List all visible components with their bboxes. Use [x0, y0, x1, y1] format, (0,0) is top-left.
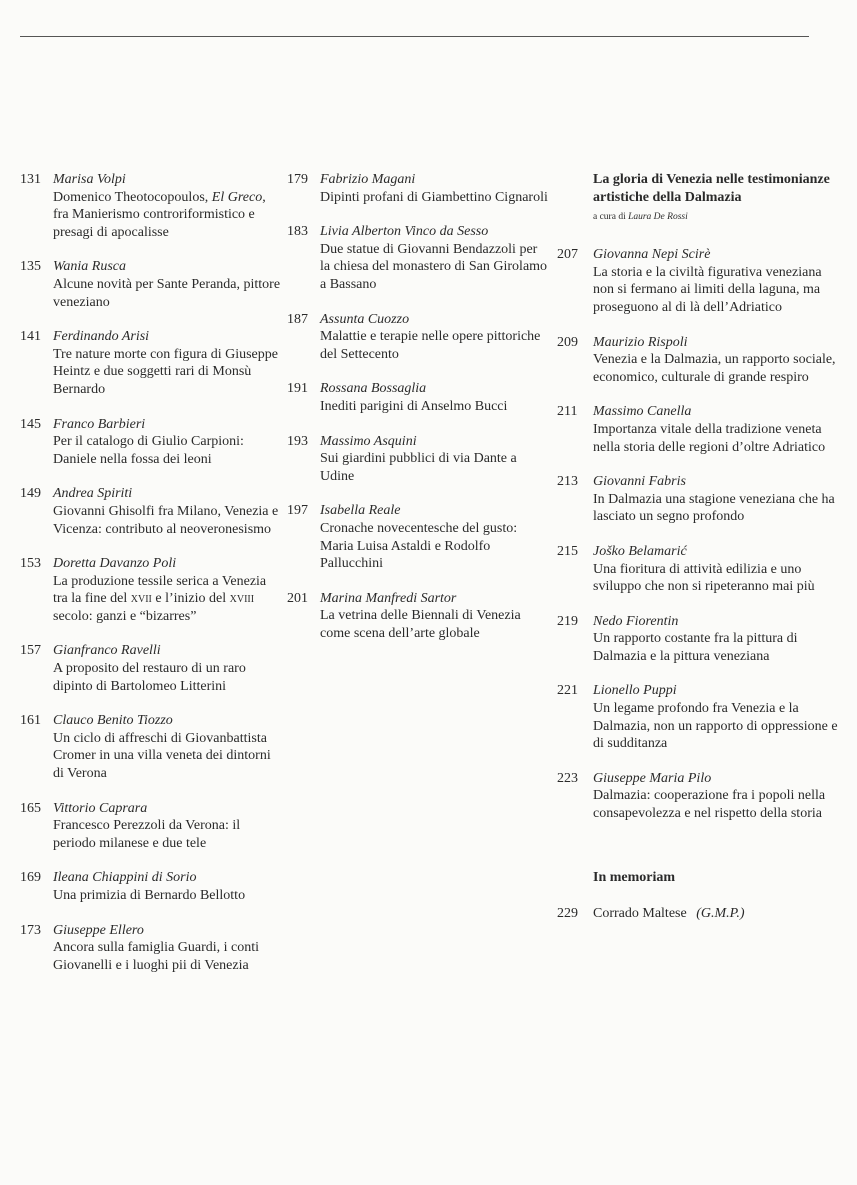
toc-entry[interactable]: [557, 543, 839, 596]
toc-entry[interactable]: [557, 473, 839, 526]
page-number: 169: [20, 870, 41, 886]
entry-initials: (G.M.P.): [696, 906, 745, 922]
page-number: 229: [557, 906, 578, 922]
entry-title: Una primizia di Bernardo Bellotto: [53, 888, 246, 903]
toc-entry[interactable]: [287, 433, 549, 486]
toc-entry[interactable]: [557, 682, 839, 752]
page-number: 141: [20, 329, 41, 345]
entry-author: Livia Alberton Vinco da Sesso: [320, 224, 489, 240]
page-number: 219: [557, 613, 578, 629]
entry-author: Marina Manfredi Sartor: [320, 590, 457, 606]
toc-entry[interactable]: [557, 613, 839, 666]
entry-author: Giuseppe Maria Pilo: [593, 770, 712, 786]
toc-entry[interactable]: [287, 502, 549, 572]
page-number: 197: [287, 503, 308, 519]
entry-title: Ancora sulla famiglia Guardi, i conti Giovanelli e i luoghi pii di Venezia: [53, 940, 260, 973]
page-number: 145: [20, 416, 41, 432]
curated-prefix: a cura di: [593, 212, 626, 223]
entry-author: Giovanna Nepi Scirè: [593, 247, 711, 263]
page-number: 157: [20, 643, 41, 659]
page-number: 207: [557, 247, 578, 263]
page-number: 135: [20, 259, 41, 275]
page-number: 153: [20, 556, 41, 572]
entry-author: Lionello Puppi: [593, 683, 677, 699]
toc-entry[interactable]: [20, 171, 282, 241]
page-number: 201: [287, 590, 308, 606]
toc-entry[interactable]: [20, 416, 282, 469]
section-entries: [557, 246, 839, 822]
toc-column-2: [287, 171, 549, 659]
page-number: 213: [557, 474, 578, 490]
entry-author: Maurizio Rispoli: [593, 334, 688, 350]
entry-title: Sui giardini pubblici di via Dante a Udine: [320, 451, 517, 484]
entry-author: Doretta Davanzo Poli: [53, 556, 177, 572]
toc-entry[interactable]: [20, 642, 282, 695]
page-number: 187: [287, 311, 308, 327]
toc-entry[interactable]: [287, 223, 549, 293]
entry-title: Malattie e terapie nelle opere pittoriche del Settecento: [320, 329, 541, 362]
entry-author: Joško Belamarić: [593, 543, 687, 559]
page-number: 223: [557, 770, 578, 786]
entry-author: Ileana Chiappini di Sorio: [53, 870, 197, 886]
entry-title: Tre nature morte con figura di Giuseppe Heintz e due soggetti rari di Monsù Bernardo: [53, 346, 278, 397]
entry-author: Ferdinando Arisi: [53, 329, 150, 345]
toc-entry[interactable]: [557, 403, 839, 456]
entry-title: La produzione tessile serica a Venezia tra la fine del xvii e l’inizio del xviii secolo: ganzi e “bizarres”: [53, 573, 267, 624]
entry-title: Alcune novità per Sante Peranda, pittore veneziano: [53, 276, 281, 310]
entry-title: Dalmazia: cooperazione fra i popoli nella consapevolezza e nel rispetto della storia: [593, 788, 826, 822]
page-number: 209: [557, 334, 578, 350]
page-number: 191: [287, 381, 308, 397]
entry-title: Importanza vitale della tradizione veneta nella storia delle regioni d’oltre Adriatico: [593, 421, 826, 455]
entry-title: Francesco Perezzoli da Verona: il periodo milanese e due tele: [53, 818, 241, 851]
entry-title: Inediti parigini di Anselmo Bucci: [320, 398, 508, 414]
toc-entry[interactable]: [557, 770, 839, 823]
section-title: La gloria di Venezia nelle testimonianze artistiche della Dalmazia: [593, 172, 830, 205]
toc-entry[interactable]: [20, 258, 282, 311]
memoriam-title: In memoriam: [593, 869, 676, 885]
page-number: 131: [20, 172, 41, 187]
entry-title: Giovanni Ghisolfi fra Milano, Venezia e Vicenza: contributo al neoveronesismo: [53, 503, 279, 537]
entry-author: Vittorio Caprara: [53, 800, 148, 816]
toc-entry[interactable]: [557, 334, 839, 387]
page-number: 211: [557, 404, 578, 420]
entry-author: Franco Barbieri: [53, 416, 146, 432]
toc-entry[interactable]: [287, 380, 549, 415]
toc-entry[interactable]: [287, 590, 549, 643]
entry-author: Fabrizio Magani: [320, 172, 416, 187]
toc-entry[interactable]: [20, 555, 282, 625]
entry-author: Massimo Asquini: [320, 433, 417, 449]
entry-title: Domenico Theotocopoulos, El Greco, fra Manierismo controriformistico e presagi di apocalisse: [53, 189, 266, 240]
entry-title: Cronache novecentesche del gusto: Maria Luisa Astaldi e Rodolfo Pallucchini: [320, 520, 518, 572]
entry-title: Corrado Maltese: [593, 906, 687, 922]
page-number: 173: [20, 922, 41, 938]
toc-entry[interactable]: [20, 485, 282, 538]
entry-title: In Dalmazia una stagione veneziana che ha lasciato un segno profondo: [593, 491, 835, 525]
page-number: 183: [287, 224, 308, 240]
entry-author: Rossana Bossaglia: [320, 381, 427, 397]
entry-author: Assunta Cuozzo: [320, 311, 410, 327]
entry-author: Gianfranco Ravelli: [53, 643, 161, 659]
top-rule: [20, 36, 809, 37]
entry-title: Un rapporto costante fra la pittura di Dalmazia e la pittura veneziana: [593, 631, 798, 664]
curated-by: [557, 210, 839, 224]
entry-author: Massimo Canella: [593, 404, 692, 420]
curated-editor: Laura De Rossi: [628, 212, 688, 223]
toc-entry[interactable]: [20, 800, 282, 853]
toc-entry[interactable]: [287, 171, 549, 206]
page-number: 215: [557, 543, 578, 559]
page-number: 165: [20, 800, 41, 816]
entry-title: La storia e la civiltà figurativa veneziana non si fermano ai limiti della laguna, ma proseguono al di là dell’Adriatico: [593, 264, 822, 315]
entry-title: Per il catalogo di Giulio Carpioni: Daniele nella fossa dei leoni: [53, 434, 244, 467]
toc-entry[interactable]: [20, 328, 282, 398]
page-number: 221: [557, 683, 578, 699]
toc-entry[interactable]: [20, 712, 282, 782]
page-number: 149: [20, 486, 41, 502]
entry-author: Nedo Fiorentin: [593, 613, 679, 629]
entry-title: Una fioritura di attività edilizia e uno sviluppo che non si ripeteranno mai più: [593, 561, 815, 595]
entry-title: Venezia e la Dalmazia, un rapporto sociale, economico, culturale di grande respiro: [593, 352, 836, 385]
entry-title: Un ciclo di affreschi di Giovanbattista Cromer in una villa veneta dei dintorni di Verona: [53, 730, 271, 782]
page-number: 161: [20, 713, 41, 729]
page-number: 193: [287, 433, 308, 449]
toc-entry[interactable]: [20, 922, 282, 975]
page-number: 179: [287, 172, 308, 187]
entry-author: Clauco Benito Tiozzo: [53, 713, 173, 729]
entry-author: Marisa Volpi: [53, 172, 126, 187]
toc-column-1: [20, 171, 282, 991]
entry-author: Giuseppe Ellero: [53, 922, 144, 938]
entry-title: Dipinti profani di Giambettino Cignaroli: [320, 189, 548, 205]
entry-title: La vetrina delle Biennali di Venezia come scena dell’arte globale: [320, 608, 521, 641]
toc-entry[interactable]: [287, 311, 549, 364]
memoriam-entry[interactable]: [557, 905, 839, 923]
entry-author: Giovanni Fabris: [593, 474, 686, 490]
toc-entry[interactable]: [557, 246, 839, 316]
entry-title: A proposito del restauro di un raro dipinto di Bartolomeo Litterini: [53, 661, 246, 694]
entry-author: Wania Rusca: [53, 259, 126, 275]
entry-author: Andrea Spiriti: [53, 486, 133, 502]
toc-entry[interactable]: [20, 869, 282, 904]
entry-title: Due statue di Giovanni Bendazzoli per la chiesa del monastero di San Girolamo a Bassano: [320, 241, 548, 292]
entry-title: Un legame profondo fra Venezia e la Dalmazia, non un rapporto di oppressione e di sudditanza: [593, 701, 838, 752]
toc-column-3: [557, 171, 839, 940]
entry-author: Isabella Reale: [320, 503, 401, 519]
